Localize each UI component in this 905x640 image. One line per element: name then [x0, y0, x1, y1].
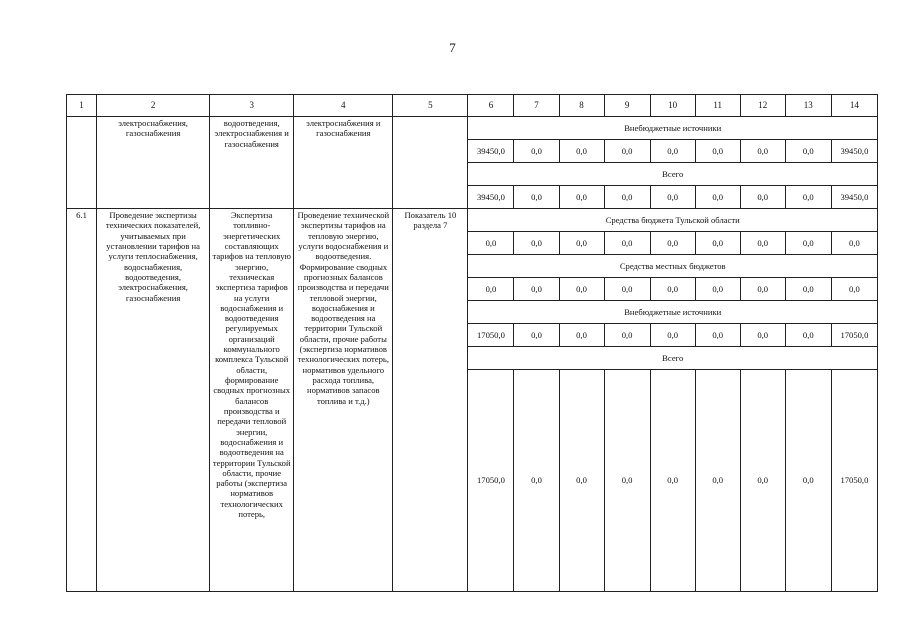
funding-source-label: Средства местных бюджетов: [468, 255, 878, 278]
value-cell: 0,0: [514, 370, 559, 592]
header-cell: 5: [393, 95, 468, 117]
value-cell: 0,0: [559, 278, 604, 301]
funding-source-label: Всего: [468, 163, 878, 186]
item-activity-cell: водоотведения, электроснабжения и газоснабжения: [210, 117, 294, 209]
table-row: [67, 209, 878, 232]
value-cell: 0,0: [468, 278, 514, 301]
value-cell: 0,0: [559, 370, 604, 592]
value-cell: 0,0: [650, 278, 695, 301]
value-cell: 0,0: [559, 186, 604, 209]
value-cell: 0,0: [785, 278, 831, 301]
value-cell: 0,0: [650, 370, 695, 592]
value-cell: 0,0: [740, 278, 785, 301]
value-cell: 0,0: [650, 186, 695, 209]
value-cell: 0,0: [650, 232, 695, 255]
header-cell: 13: [785, 95, 831, 117]
value-cell: 0,0: [514, 140, 559, 163]
item-name-cell: Проведение экспертизы технических показателей, учитываемых при установлении тарифов на услуги теплоснабжения, водоснабжения, водоотведения, электроснабжения, газоснабжения: [97, 209, 210, 592]
value-cell: 0,0: [695, 140, 740, 163]
value-cell: 0,0: [559, 140, 604, 163]
value-cell: 0,0: [559, 232, 604, 255]
value-cell: 0,0: [559, 324, 604, 347]
header-cell: 4: [294, 95, 393, 117]
item-indicator-cell: Показатель 10 раздела 7: [393, 209, 468, 592]
header-cell: 1: [67, 95, 97, 117]
value-cell: 0,0: [468, 232, 514, 255]
value-cell: 0,0: [785, 186, 831, 209]
value-cell: 39450,0: [468, 140, 514, 163]
value-cell: 0,0: [604, 232, 650, 255]
value-cell: 0,0: [514, 186, 559, 209]
header-row: [67, 95, 878, 117]
value-cell: 17050,0: [468, 370, 514, 592]
value-cell: 0,0: [695, 370, 740, 592]
value-cell: 0,0: [740, 186, 785, 209]
value-cell: 17050,0: [468, 324, 514, 347]
header-cell: 11: [695, 95, 740, 117]
value-cell: 0,0: [650, 140, 695, 163]
value-cell: 0,0: [604, 140, 650, 163]
item-name-cell: электроснабжения, газоснабжения: [97, 117, 210, 209]
value-cell: 17050,0: [831, 324, 877, 347]
page-number: 7: [449, 40, 456, 55]
funding-source-label: Всего: [468, 347, 878, 370]
funding-source-label: Средства бюджета Тульской области: [468, 209, 878, 232]
header-cell: 12: [740, 95, 785, 117]
value-cell: 0,0: [740, 324, 785, 347]
value-cell: 0,0: [831, 278, 877, 301]
value-cell: 39450,0: [831, 186, 877, 209]
value-cell: 0,0: [695, 324, 740, 347]
header-cell: 6: [468, 95, 514, 117]
value-cell: 0,0: [785, 232, 831, 255]
value-cell: 0,0: [740, 140, 785, 163]
header-cell: 3: [210, 95, 294, 117]
value-cell: 0,0: [785, 140, 831, 163]
value-cell: 39450,0: [468, 186, 514, 209]
value-cell: 0,0: [785, 324, 831, 347]
value-cell: 0,0: [695, 232, 740, 255]
value-cell: 0,0: [514, 232, 559, 255]
value-cell: 0,0: [604, 370, 650, 592]
value-cell: 0,0: [604, 324, 650, 347]
value-cell: 0,0: [604, 278, 650, 301]
item-result-cell: электроснабжения и газоснабжения: [294, 117, 393, 209]
item-number-cell: 6.1: [67, 209, 97, 592]
header-cell: 10: [650, 95, 695, 117]
item-result-cell: Проведение технической экспертизы тарифов на тепловую энергию, услуги водоснабжения и водоотведения. Формирование сводных прогнозных балансов производства и передачи тепловой энергии, водоснабжения и водоотведения на территории Тульской области, прочие работы (экспертиза нормативов технологических потерь, нормативов удельного расхода топлива, нормативов запасов топлива и т.д.): [294, 209, 393, 592]
header-cell: 14: [831, 95, 877, 117]
header-cell: 2: [97, 95, 210, 117]
value-cell: 0,0: [695, 278, 740, 301]
value-cell: 0,0: [514, 278, 559, 301]
header-cell: 9: [604, 95, 650, 117]
value-cell: 0,0: [740, 370, 785, 592]
value-cell: 0,0: [740, 232, 785, 255]
value-cell: 0,0: [514, 324, 559, 347]
value-cell: 17050,0: [831, 370, 877, 592]
item-activity-cell: Экспертиза топливно-энергетических составляющих тарифов на тепловую энергию, техническая экспертиза тарифов на услуги водоснабжения и водоотведения регулируемых организаций коммунального комплекса Тульской области, формирование сводных прогнозных балансов производства и передачи тепловой энергии, водоснабжения и водоотведения на территории Тульской области, прочие работы (экспертиза нормативов технологических потерь,: [210, 209, 294, 592]
value-cell: 0,0: [785, 370, 831, 592]
table-row: [67, 117, 878, 140]
value-cell: 0,0: [695, 186, 740, 209]
item-number-cell: [67, 117, 97, 209]
value-cell: 0,0: [604, 186, 650, 209]
header-cell: 7: [514, 95, 559, 117]
item-indicator-cell: [393, 117, 468, 209]
funding-source-label: Внебюджетные источники: [468, 117, 878, 140]
value-cell: 0,0: [831, 232, 877, 255]
value-cell: 0,0: [650, 324, 695, 347]
funding-source-label: Внебюджетные источники: [468, 301, 878, 324]
value-cell: 39450,0: [831, 140, 877, 163]
header-cell: 8: [559, 95, 604, 117]
budget-table: [66, 94, 878, 592]
